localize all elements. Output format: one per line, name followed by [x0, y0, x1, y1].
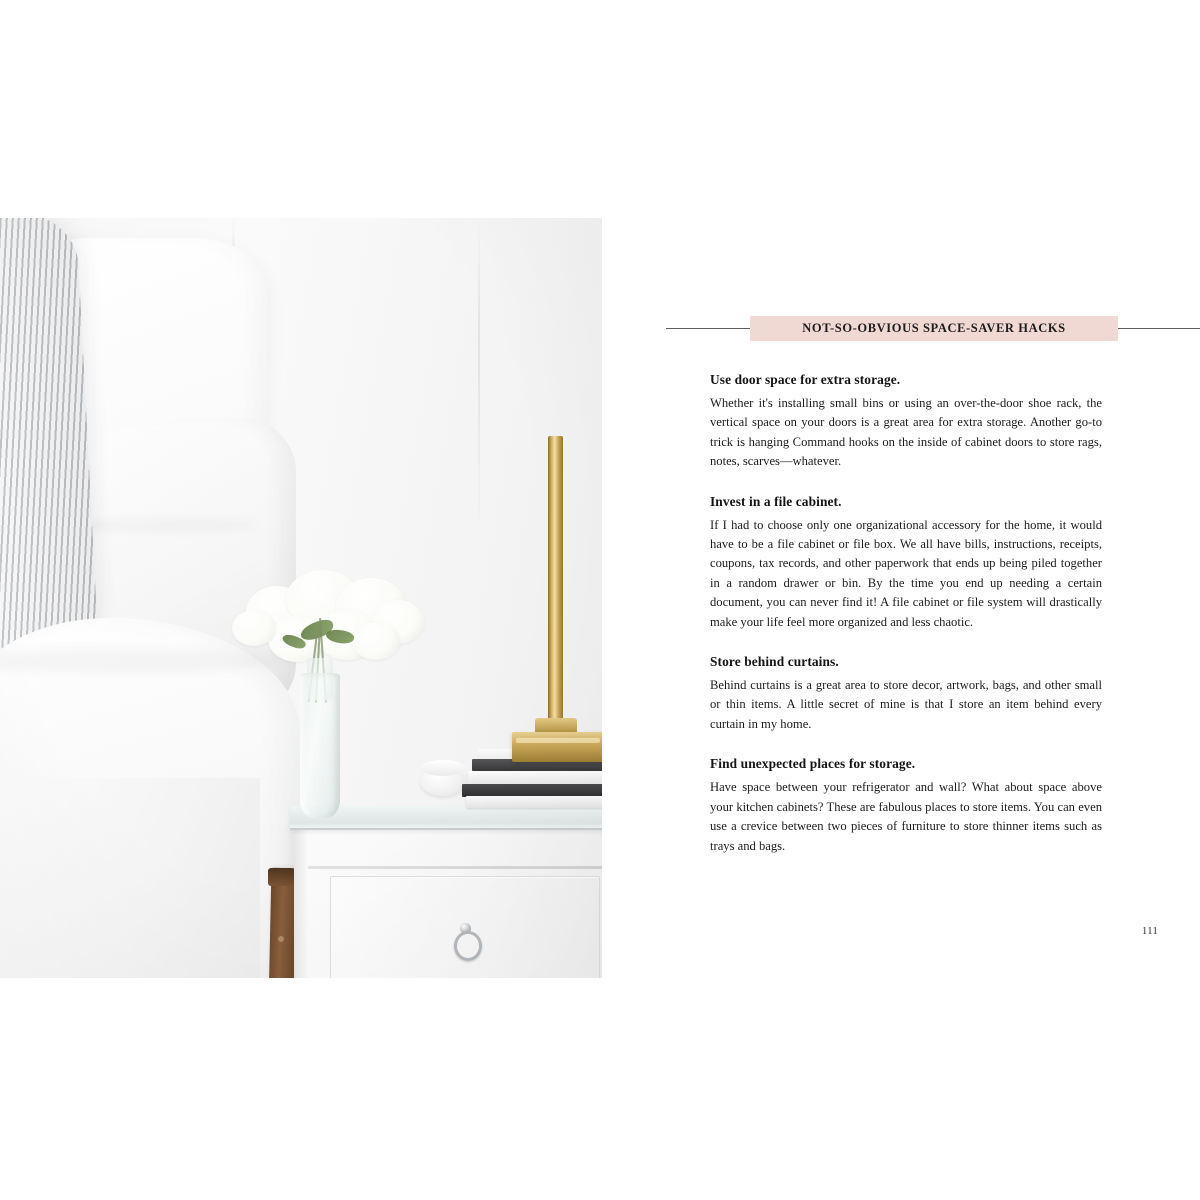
hydrangea-bloom [232, 610, 276, 646]
section-heading: Find unexpected places for storage. [710, 756, 916, 772]
section-use-door-space [710, 372, 1102, 472]
section-heading: Invest in a file cabinet. [710, 493, 842, 509]
stacked-book [466, 796, 602, 808]
bedroom-photograph [0, 218, 602, 978]
body-column [710, 372, 1102, 878]
section-body: If I had to choose only one organizational accessory for the home, it would have to be a file cabinet or file box. We all have bills, instructions, receipts, coupons, tax records, and other paperwork that ends up being piled together in a random drawer or bin. By the time you end up needing a certain document, you can never find it! A file cabinet or file system will drastically make your life feel more organized and less chaotic. [710, 517, 1102, 629]
running-head-label: NOT-SO-OBVIOUS SPACE-SAVER HACKS [802, 321, 1066, 335]
section-heading: Store behind curtains. [710, 654, 839, 670]
section-store-behind-curtains [710, 654, 1102, 734]
stacked-book [468, 771, 602, 784]
photo-canvas [0, 218, 602, 978]
hydrangea-bloom [352, 622, 400, 660]
section-invest-file-cabinet [710, 494, 1102, 632]
brass-lamp-base [512, 732, 602, 762]
rule-right [1118, 328, 1200, 329]
ring-pull-ring [454, 931, 482, 961]
rule-left [666, 328, 752, 329]
glass-vase [300, 673, 340, 818]
bed-rail-cap [268, 868, 294, 886]
section-body: Whether it's installing small bins or using an over-the-door shoe rack, the vertical space on your doors is a great area for extra storage. Another go-to trick is hanging Command hooks on the inside of cabinet doors to store rags, notes, scarves—whatever. [710, 396, 1102, 469]
duvet-drop [0, 778, 260, 978]
running-head [634, 316, 1174, 342]
brass-lamp-base-highlight [516, 738, 600, 743]
section-body: Have space between your refrigerator and wall? What about space above your kitchen cabinets? These are fabulous places to store items. You can even use a crevice between two pieces of furniture to store thinner items such as trays and bags. [710, 780, 1102, 853]
bed-rail-peg [278, 936, 284, 942]
wall-seam-secondary [478, 218, 480, 518]
drawer-gap-top [308, 866, 602, 869]
trinket-dish-lid [420, 760, 466, 776]
page-number: 111 [1142, 926, 1159, 937]
nightstand-left-edge [294, 826, 308, 978]
section-find-unexpected-places [710, 756, 1102, 856]
section-body: Behind curtains is a great area to store decor, artwork, bags, and other small or thin items. A little secret of mine is that I store an item behind every curtain in my home. [710, 678, 1102, 731]
glass-tabletop-edge [290, 828, 602, 830]
pillow-crease-upper [70, 518, 260, 532]
text-page [602, 0, 1200, 1200]
section-heading: Use door space for extra storage. [710, 372, 901, 387]
ring-pull-icon-top [452, 923, 478, 957]
brass-lamp-pole [548, 436, 563, 726]
